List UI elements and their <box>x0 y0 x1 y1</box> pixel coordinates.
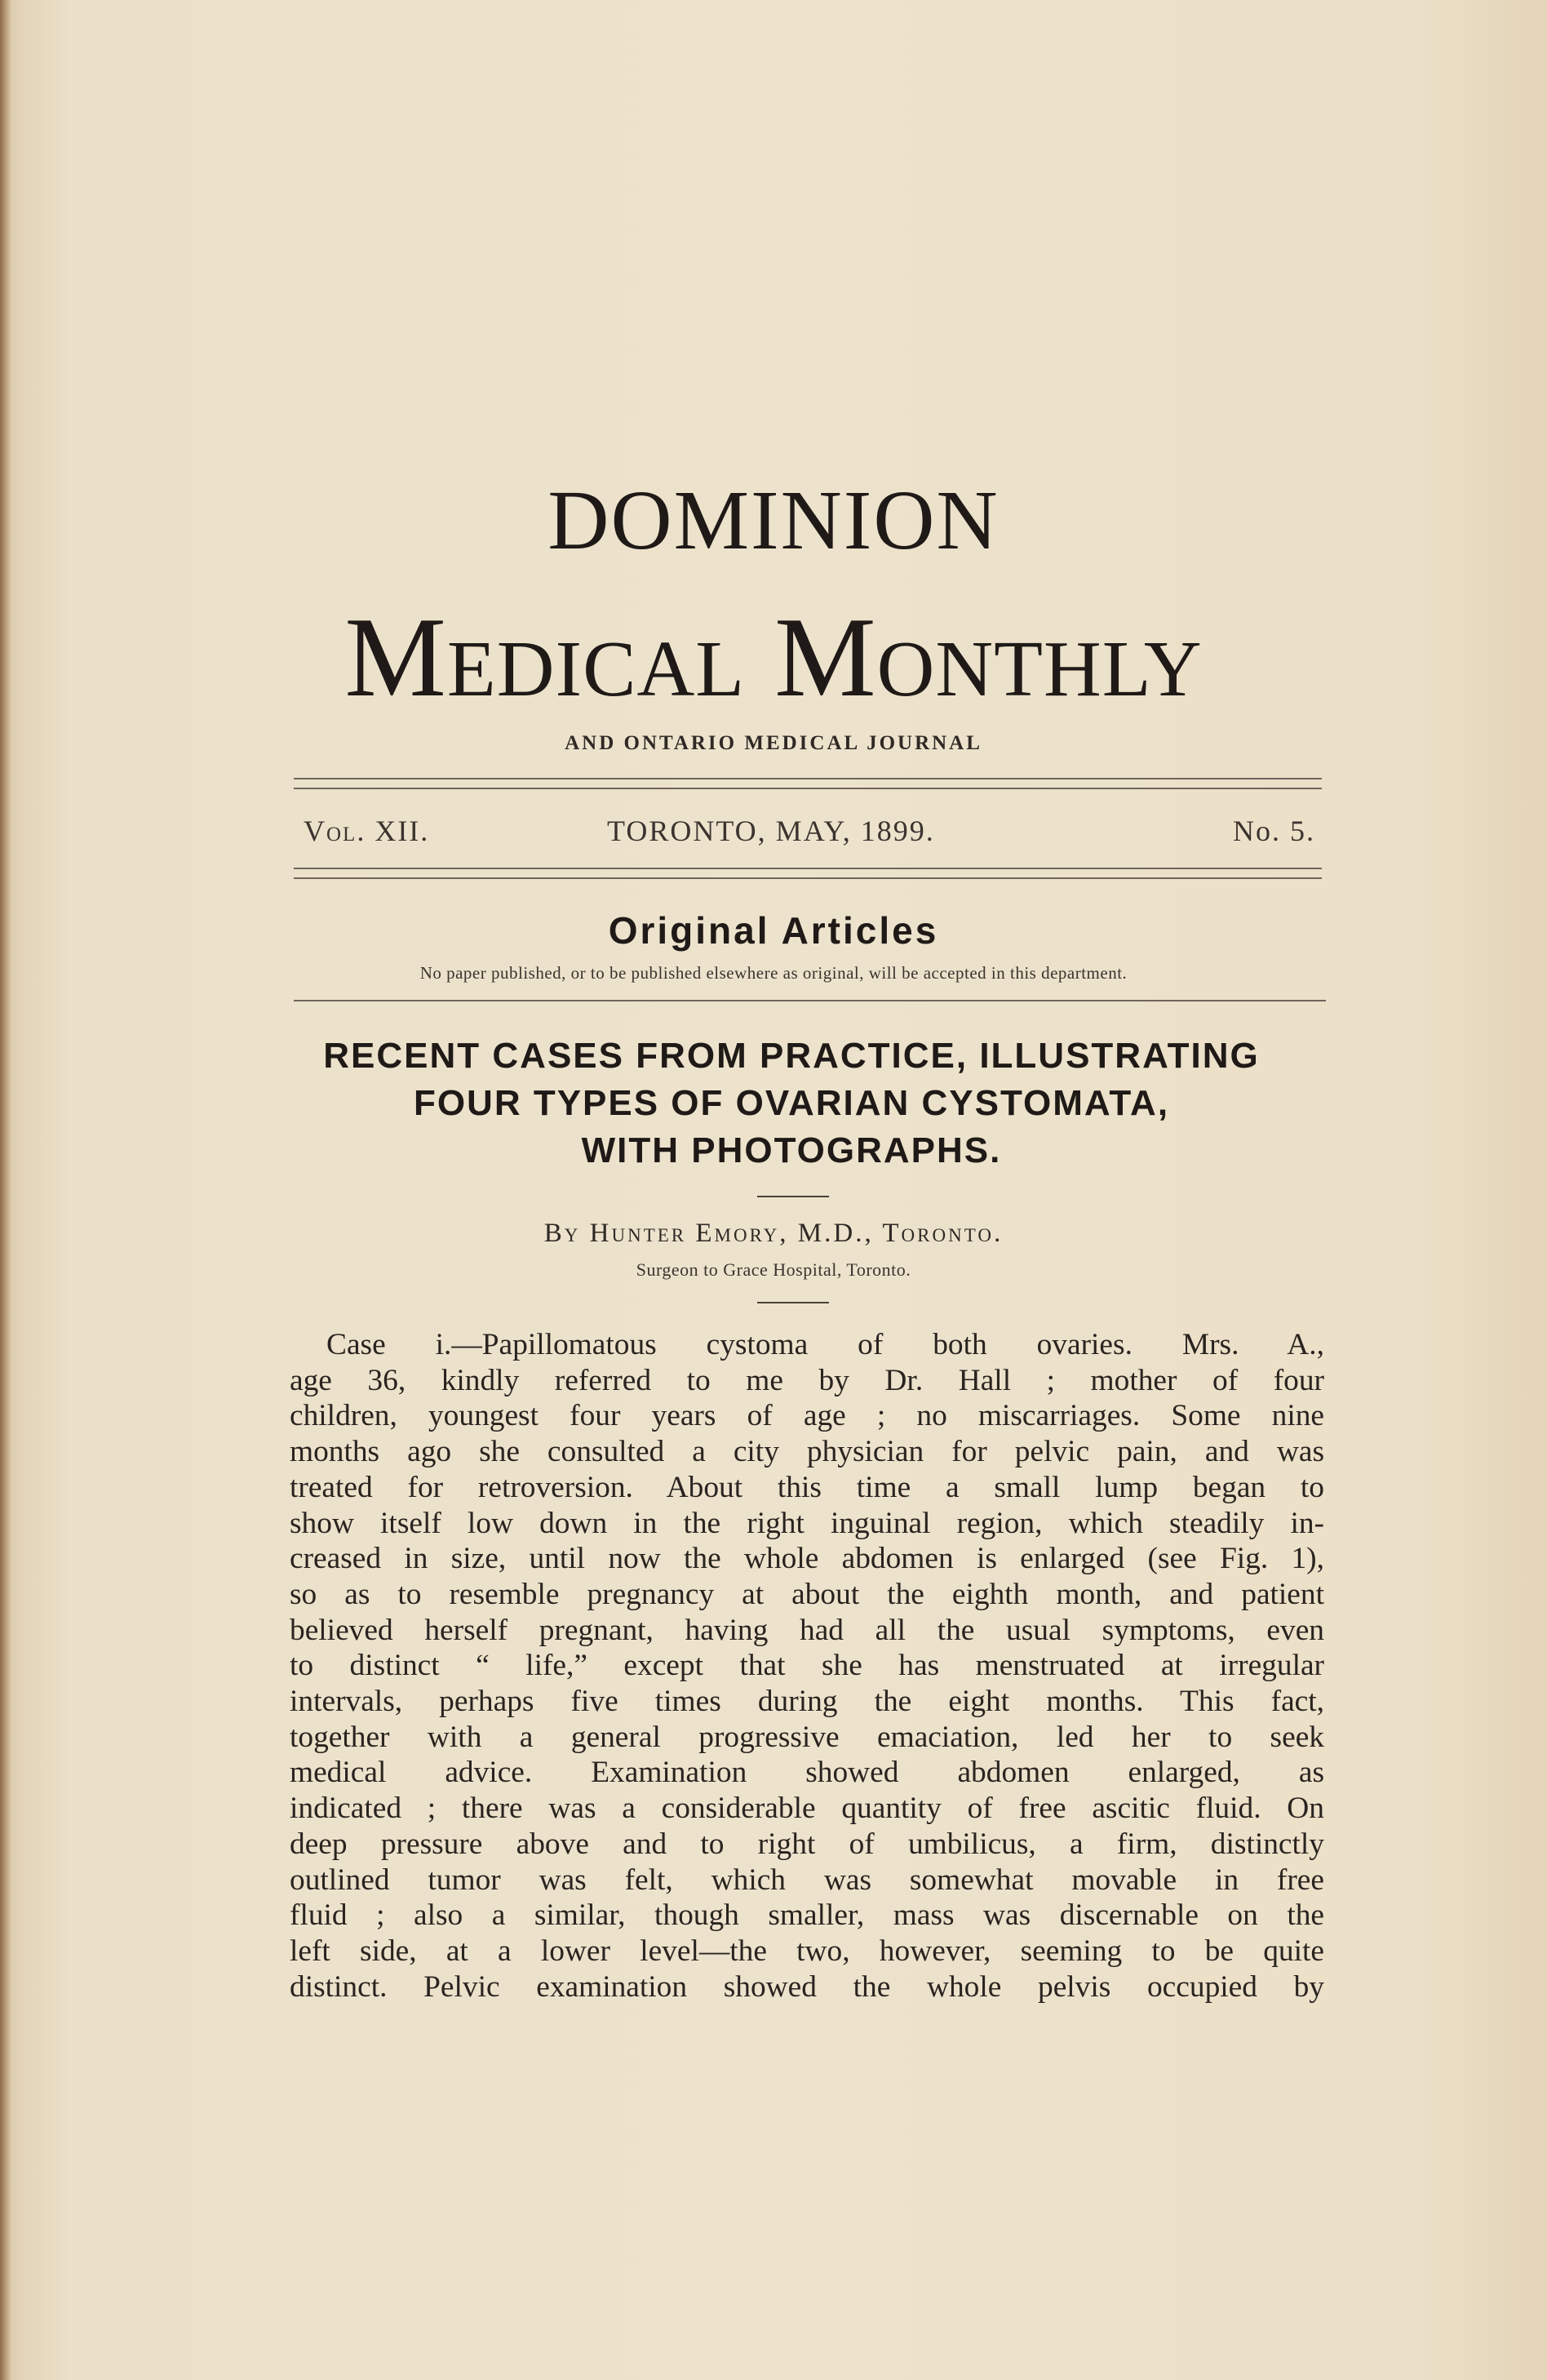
body-line: indicated ; there was a considerable quantity of free ascitic fluid. On <box>290 1792 1324 1826</box>
body-line: left side, at a lower level—the two, however, seeming to be quite <box>290 1934 1324 1968</box>
body-line: to distinct “ life,” except that she has menstruated at irregular <box>290 1649 1324 1683</box>
author-byline: By Hunter Emory, M.D., Toronto. <box>543 1219 1004 1248</box>
place-date: TORONTO, MAY, 1899. <box>607 815 935 847</box>
body-line: show itself low down in the right inguinal region, which steadily in- <box>290 1506 1324 1540</box>
body-line: fluid ; also a similar, though smaller, mass was discernable on the <box>290 1898 1324 1933</box>
body-line: outlined tumor was felt, which was somewhat movable in free <box>290 1863 1324 1897</box>
body-line: deep pressure above and to right of umbilicus, a firm, distinctly <box>290 1827 1324 1861</box>
double-rule-top <box>294 778 1322 789</box>
section-note: No paper published, or to be published elsewhere as original, will be accepted in this department. <box>419 963 1128 983</box>
body-line: together with a general progressive emaciation, led her to seek <box>290 1720 1324 1754</box>
article-title-line: RECENT CASES FROM PRACTICE, ILLUSTRATING <box>323 1036 1260 1076</box>
journal-title-line2: Medical Monthly <box>344 594 1203 721</box>
section-rule <box>294 1000 1326 1001</box>
volume-label: Vol. XII. <box>304 815 430 847</box>
journal-title-line1: DOMINION <box>547 473 1000 567</box>
body-line: medical advice. Examination showed abdomen enlarged, as <box>290 1756 1324 1790</box>
author-affiliation: Surgeon to Grace Hospital, Toronto. <box>636 1259 911 1280</box>
body-line: treated for retroversion. About this time a small lump began to <box>290 1470 1324 1504</box>
body-line: so as to resemble pregnancy at about the eighth month, and patient <box>290 1577 1324 1611</box>
double-rule-bottom <box>294 868 1322 879</box>
journal-subtitle: AND ONTARIO MEDICAL JOURNAL <box>565 732 982 754</box>
body-line: creased in size, until now the whole abdomen is enlarged (see Fig. 1), <box>290 1542 1324 1576</box>
body-line: intervals, perhaps five times during the eight months. This fact, <box>290 1685 1324 1719</box>
byline-separator <box>757 1302 829 1303</box>
section-heading: Original Articles <box>608 909 939 952</box>
body-line: children, youngest four years of age ; no miscarriages. Some nine <box>290 1399 1324 1433</box>
body-line: distinct. Pelvic examination showed the whole pelvis occupied by <box>290 1969 1324 2004</box>
article-title-line: FOUR TYPES OF OVARIAN CYSTOMATA, <box>413 1083 1170 1123</box>
body-line: Case i.—Papillomatous cystoma of both ovaries. Mrs. A., <box>326 1328 1324 1361</box>
article-body <box>290 1327 1324 2005</box>
body-line: months ago she consulted a city physician for pelvic pain, and was <box>290 1435 1324 1469</box>
binding-edge <box>0 0 11 2380</box>
body-line: believed herself pregnant, having had all the usual symptoms, even <box>290 1613 1324 1647</box>
article-title <box>277 1032 1305 1174</box>
title-separator <box>757 1196 829 1197</box>
issue-number: No. 5. <box>1233 815 1315 847</box>
body-line: age 36, kindly referred to me by Dr. Hall ; mother of four <box>290 1363 1324 1397</box>
dateline <box>304 814 1315 853</box>
article-title-line: WITH PHOTOGRAPHS. <box>581 1130 1002 1170</box>
